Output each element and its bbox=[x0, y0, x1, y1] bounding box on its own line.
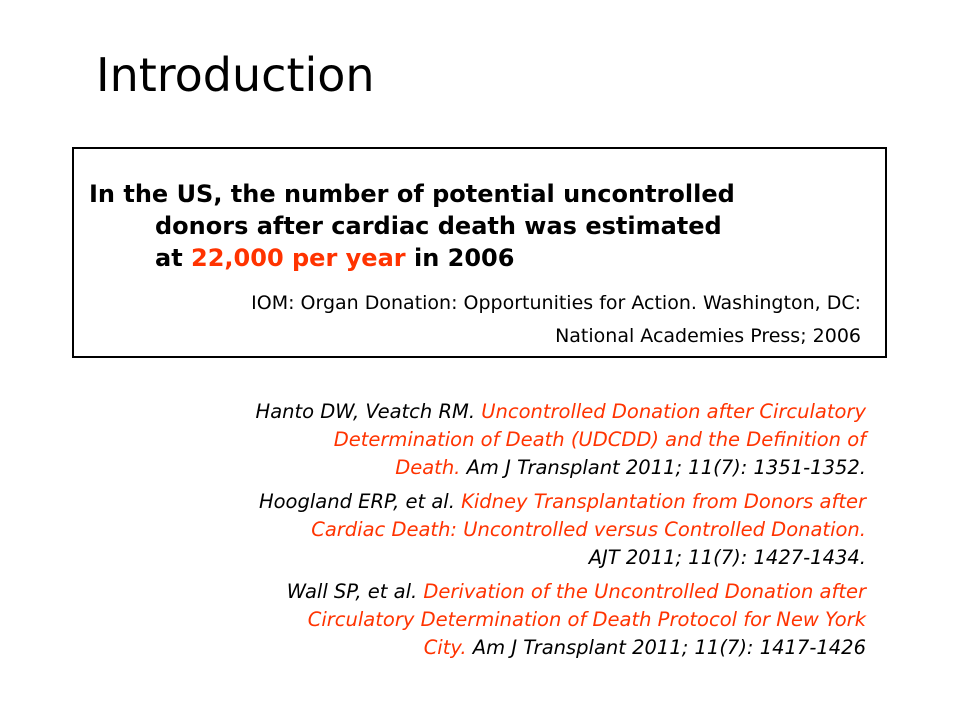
key-fact-statement bbox=[89, 178, 735, 274]
source-citation-line-1: IOM: Organ Donation: Opportunities for Action. Washington, DC: bbox=[251, 292, 861, 314]
slide-title: Introduction bbox=[96, 48, 375, 102]
reference-authors: Hoogland ERP, et al. bbox=[258, 490, 462, 513]
reference-authors: Hanto DW, Veatch RM. bbox=[255, 400, 482, 423]
reference-title-cont: Cardiac Death: Uncontrolled versus Controlled Donation. bbox=[311, 518, 866, 541]
reference-journal: AJT 2011; 11(7): 1427-1434. bbox=[588, 546, 866, 569]
reference-journal: Am J Transplant 2011; 11(7): 1351-1352. bbox=[460, 456, 866, 479]
reference-title-cont: Determination of Death (UDCDD) and the Definition of bbox=[333, 428, 866, 451]
claim-line-3-pre: at bbox=[155, 244, 192, 272]
reference-list bbox=[106, 398, 866, 668]
reference-title: Derivation of the Uncontrolled Donation after bbox=[423, 580, 866, 603]
claim-line-1: In the US, the number of potential uncontrolled bbox=[89, 180, 735, 208]
reference-title-cont: Circulatory Determination of Death Protocol for New York bbox=[307, 608, 866, 631]
claim-line-3-post: in 2006 bbox=[405, 244, 515, 272]
reference-title-end: City. bbox=[423, 636, 467, 659]
reference-authors: Wall SP, et al. bbox=[286, 580, 424, 603]
reference-title: Uncontrolled Donation after Circulatory bbox=[481, 400, 866, 423]
key-fact-box bbox=[72, 147, 887, 358]
reference-title: Kidney Transplantation from Donors after bbox=[461, 490, 866, 513]
reference-item bbox=[106, 488, 866, 572]
reference-title-end: Death. bbox=[395, 456, 461, 479]
source-citation-line-2: National Academies Press; 2006 bbox=[555, 325, 861, 347]
claim-line-2: donors after cardiac death was estimated bbox=[155, 212, 722, 240]
reference-item bbox=[106, 578, 866, 662]
reference-journal: Am J Transplant 2011; 11(7): 1417-1426 bbox=[466, 636, 866, 659]
claim-line-3 bbox=[89, 242, 735, 274]
estimate-highlight: 22,000 per year bbox=[191, 244, 406, 272]
reference-item bbox=[106, 398, 866, 482]
